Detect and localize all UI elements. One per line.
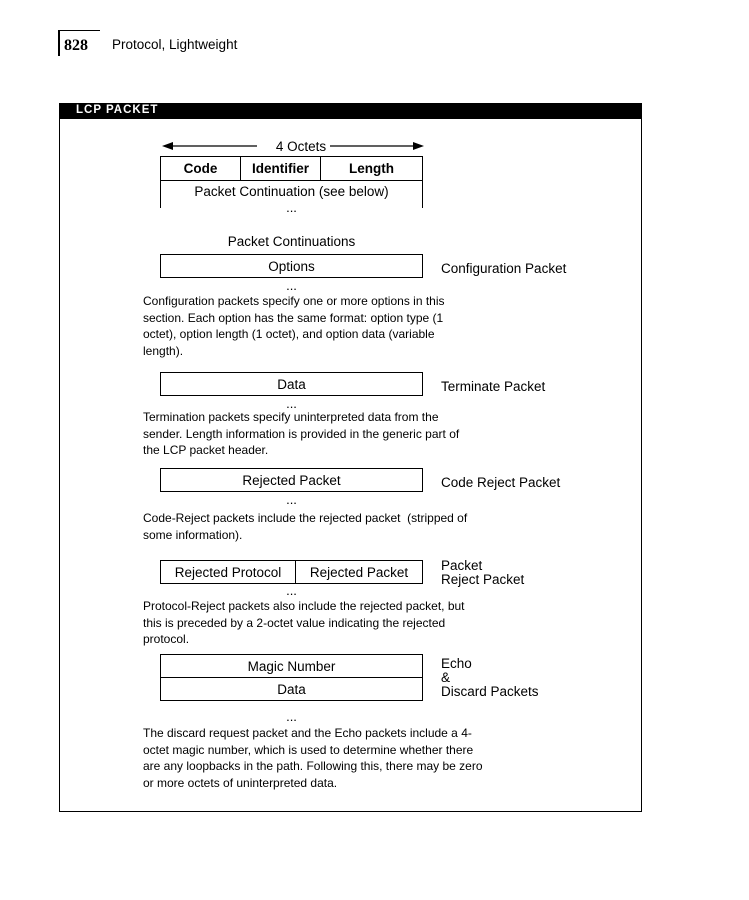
- echo-label-line3: Discard Packets: [441, 684, 539, 699]
- field-length: Length: [349, 161, 394, 176]
- protocol-reject-ellipsis: ...: [286, 583, 297, 598]
- configuration-description: Configuration packets specify one or more options in this section. Each option has the same format: option type (1 octet), option length (1 octet), and option data (variable length).: [143, 294, 445, 358]
- code-reject-description: Code-Reject packets include the rejected packet (stripped of some information).: [143, 511, 471, 542]
- header-rule: [58, 30, 100, 31]
- code-reject-packet-label: Code Reject Packet: [441, 475, 561, 490]
- field-identifier: Identifier: [241, 157, 321, 180]
- protocol-reject-label-line2: Reject Packet: [441, 572, 525, 587]
- field-code: Code: [161, 157, 241, 180]
- echo-label-line1: Echo: [441, 656, 472, 671]
- options-box: Options: [160, 254, 423, 278]
- continuation-text: Packet Continuation (see below): [194, 184, 389, 199]
- rejected-packet-field: Rejected Packet: [309, 564, 409, 580]
- arrow-left-head: [162, 142, 173, 150]
- configuration-packet-label: Configuration Packet: [441, 261, 567, 276]
- echo-label-line2: &: [441, 670, 451, 685]
- figure-title: LCP PACKET: [76, 104, 159, 116]
- echo-ellipsis: ...: [286, 709, 297, 724]
- terminate-data-box: Data: [160, 372, 423, 396]
- header-bar: [58, 30, 60, 56]
- page-number: 828: [64, 37, 88, 54]
- continuation-ellipsis: ...: [286, 200, 297, 215]
- code-reject-box: Rejected Packet: [160, 468, 423, 492]
- magic-number-box: Magic Number: [160, 654, 423, 678]
- code-reject-ellipsis: ...: [286, 492, 297, 507]
- protocol-reject-description: Protocol-Reject packets also include the rejected packet, but this is preceded by a 2-octet value indicating the rejected protocol.: [143, 599, 465, 646]
- header-fields-row: [160, 156, 423, 181]
- rejected-protocol-field: Rejected Protocol: [161, 561, 296, 583]
- echo-data-box: Data: [160, 677, 423, 701]
- running-title: Protocol, Lightweight: [112, 37, 238, 52]
- configuration-ellipsis: ...: [286, 278, 297, 293]
- terminate-ellipsis: ...: [286, 396, 297, 411]
- arrow-right-head: [413, 142, 424, 150]
- continuations-title: Packet Continuations: [227, 234, 356, 249]
- echo-description: The discard request packet and the Echo packets include a 4-octet magic number, which is used to determine whether there are any loopbacks in the path. Following this, there may be zero or more octets of uninterpreted data.: [143, 726, 483, 790]
- terminate-description: Termination packets specify uninterpreted data from the sender. Length information is provided in the generic part of the LCP packet header.: [143, 410, 460, 457]
- terminate-packet-label: Terminate Packet: [441, 379, 546, 394]
- protocol-reject-label-line1: Packet: [441, 558, 483, 573]
- protocol-reject-row: [160, 560, 423, 584]
- octets-label: 4 Octets: [275, 139, 327, 154]
